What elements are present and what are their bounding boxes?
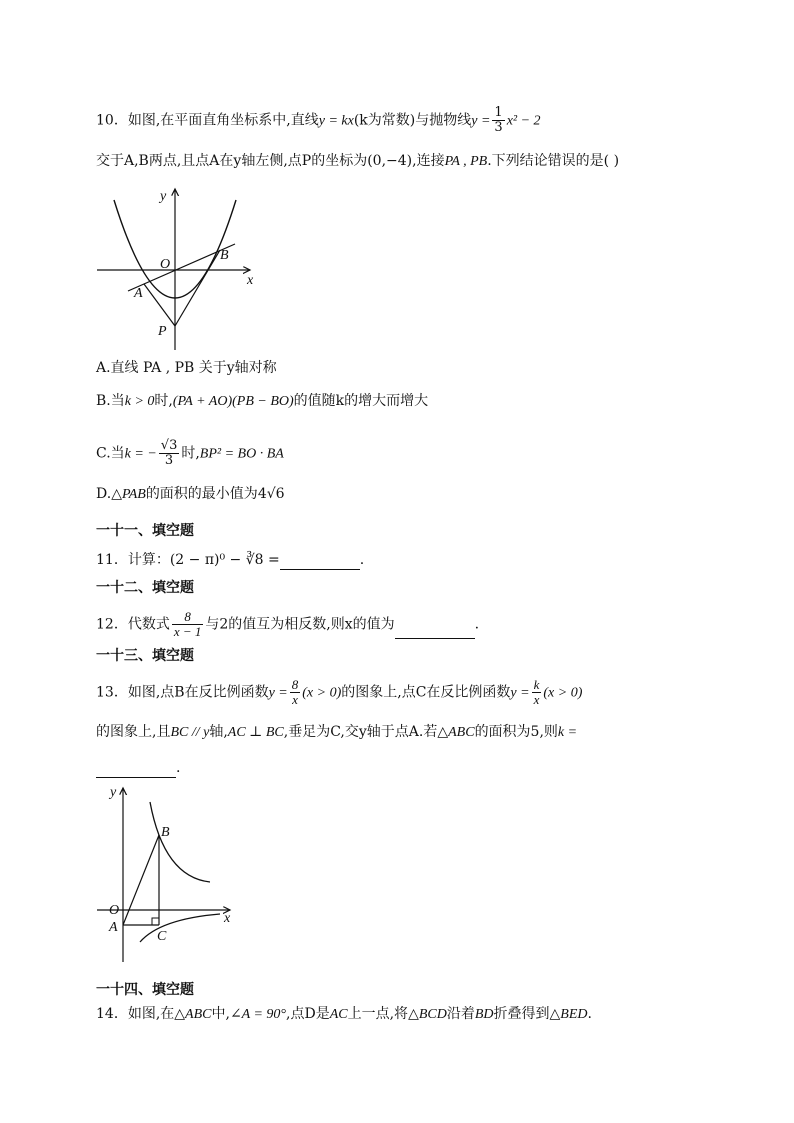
q12-number: 12． [96, 616, 128, 633]
q11-end: . [359, 552, 365, 568]
q12-fraction [172, 610, 204, 639]
q10-point-p: (0,−4) [367, 153, 413, 169]
q10-frac-num: 1 [494, 105, 503, 120]
q10-number: 10． [96, 112, 128, 129]
q10-segment-pa [144, 284, 175, 326]
q10-label-a: A [134, 286, 143, 301]
q10-option-b-tail: 的值随k的增大而增大 [293, 393, 429, 409]
q13-end: . [176, 760, 181, 776]
q13-line2-tri: △ABC [437, 725, 475, 740]
q14-mid2: ,点D是 [286, 1006, 330, 1022]
q10-option-b-pre: B.当 [96, 393, 125, 409]
q13-answer-blank[interactable] [96, 763, 176, 778]
q13-number: 13． [96, 684, 128, 701]
q12-frac-den: x − 1 [173, 624, 202, 639]
q10-option-c [96, 439, 284, 468]
q13-line2 [96, 722, 577, 743]
q10-label-p: P [158, 324, 167, 339]
section-heading-11: 一十一、填空题 [96, 523, 194, 539]
q13-label-a: A [109, 920, 118, 935]
q10-segment-pb [175, 250, 220, 326]
q10-line1 [96, 106, 541, 135]
q14-pre: 如图,在 [127, 1006, 175, 1022]
q12-pre: 代数式 [127, 616, 170, 633]
q13-f1-num: 8 [291, 677, 299, 692]
section-heading-14: 一十四、填空题 [96, 982, 194, 998]
q13-line2-b: 轴, [209, 724, 228, 740]
q14-ac: AC [329, 1007, 348, 1022]
q10-option-c-frac [159, 439, 180, 468]
section-heading-13: 一十三、填空题 [96, 648, 194, 664]
q14-bcd: △BCD [408, 1007, 447, 1022]
q10-option-b-expr: (PA + AO)(PB − BO) [172, 394, 294, 409]
q10-option-c-num: √3 [160, 438, 178, 453]
q13-label-o: O [109, 903, 120, 918]
q13-f2-cond: (x > 0) [543, 685, 583, 701]
q13-line3 [96, 758, 180, 778]
q10-label-o: O [160, 257, 171, 272]
q14-mid5: 折叠得到 [493, 1006, 550, 1022]
q13-line2-bc: BC // y [170, 725, 210, 740]
q13-f1-frac [290, 678, 301, 707]
q10-option-d-val: 4√6 [257, 486, 285, 502]
q11-answer-blank[interactable] [280, 555, 360, 570]
q10-option-c-post: 时, [181, 445, 200, 462]
q10-option-c-expr: BP² = BO · BA [199, 446, 284, 462]
q10-option-d-post: 的面积的最小值为 [145, 486, 258, 502]
q13-figure [92, 782, 242, 967]
q10-option-d [96, 484, 285, 505]
q14-tri: △ABC [174, 1007, 212, 1022]
q14-end: . [587, 1006, 592, 1022]
q13-right-angle-mark [152, 918, 159, 925]
q13-f1-cond: (x > 0) [302, 685, 342, 701]
q10-segments: PA , PB [444, 154, 488, 169]
q10-frac-den: 3 [494, 120, 503, 135]
q11-number: 11． [96, 552, 128, 568]
q11-text: 计算： [127, 552, 170, 568]
q14-line [96, 1004, 592, 1025]
q12-end: . [474, 616, 480, 633]
q13-f1-den: x [292, 692, 298, 707]
q10-option-d-pre: D. [96, 486, 112, 502]
q10-label-x: x [247, 273, 254, 288]
q13-f2-num: k [533, 677, 540, 692]
q10-stem-e: .下列结论错误的是( ) [487, 153, 620, 169]
q10-line-expr: y = kx [318, 113, 354, 129]
q10-option-b-cond: k > 0 [124, 394, 155, 409]
q14-mid4: 沿着 [446, 1006, 475, 1022]
q13-label-c: C [157, 929, 167, 944]
q10-stem-b: (k为常数)与抛物线 [353, 112, 472, 129]
q14-number: 14． [96, 1006, 128, 1022]
q10-parabola-rhs: x² − 2 [506, 113, 541, 129]
q13-f1-lhs: y = [268, 685, 288, 701]
q10-option-b-post: 时, [154, 393, 173, 409]
q13-label-y: y [110, 785, 117, 800]
q10-stem-a: 如图,在平面直角坐标系中,直线 [127, 112, 319, 129]
section-heading-12: 一十二、填空题 [96, 580, 194, 596]
q13-segment-ab [123, 835, 159, 925]
q13-line2-a: 的图象上,且 [96, 724, 171, 740]
q14-mid: 中, [211, 1006, 230, 1022]
q13-line2-perp: AC ⊥ BC [227, 725, 284, 740]
q13-f2-den: x [533, 692, 540, 707]
q10-option-c-pre: C.当 [96, 445, 125, 462]
q14-bd: BD [474, 1007, 494, 1022]
q14-bed: △BED [549, 1007, 588, 1022]
q10-label-y: y [160, 189, 167, 204]
q12-answer-blank[interactable] [395, 624, 475, 639]
q13-label-x: x [224, 911, 231, 926]
q10-figure [92, 185, 262, 355]
q13-line2-k: k = [557, 725, 578, 740]
q10-option-c-k: k = − [124, 446, 157, 462]
q10-option-d-expr: △PAB [111, 487, 146, 502]
q11-expr: (2 − π)⁰ − ∛8 = [169, 552, 280, 568]
q10-stem-c: 交于A,B两点,且点A在y轴左侧,点P的坐标为 [96, 153, 368, 169]
q13-f2-frac [532, 678, 542, 707]
q13-line1 [96, 678, 582, 707]
q14-angle: ∠A = 90° [229, 1007, 287, 1022]
q13-line2-d: 的面积为5,则 [474, 724, 558, 740]
q13-mid: 的图象上,点C在反比例函数 [341, 684, 511, 701]
q10-option-c-den: 3 [164, 453, 174, 468]
q10-stem-d: ,连接 [412, 153, 445, 169]
q10-option-b [96, 391, 428, 412]
q10-fraction [492, 106, 504, 135]
q10-label-b: B [220, 248, 229, 263]
q14-mid3: 上一点,将 [347, 1006, 409, 1022]
q11-line [96, 550, 364, 570]
q13-line2-c: ,垂足为C,交y轴于点A.若 [283, 724, 438, 740]
q13-label-b: B [161, 825, 170, 840]
q12-post: 与2的值互为相反数,则x的值为 [205, 616, 395, 633]
q12-line [96, 610, 479, 639]
q10-parabola-lhs: y = [471, 113, 491, 129]
q13-pre: 如图,点B在反比例函数 [127, 684, 269, 701]
q13-f2-lhs: y = [510, 685, 530, 701]
q10-option-a: A.直线 PA , PB 关于y轴对称 [96, 360, 277, 376]
q10-line2 [96, 151, 619, 172]
q12-frac-num: 8 [172, 610, 204, 625]
